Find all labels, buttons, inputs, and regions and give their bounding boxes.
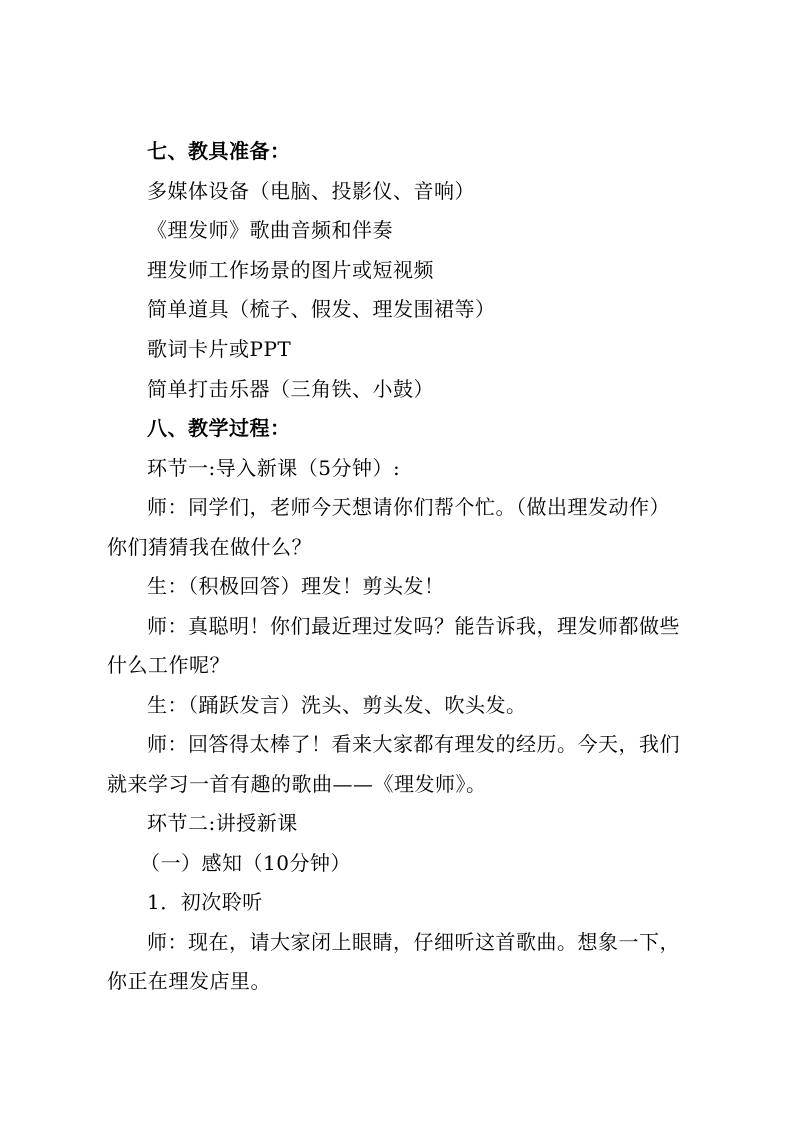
- dialogue-line: 师：同学们，老师今天想请你们帮个忙。（做出理发动作）: [147, 495, 670, 519]
- dialogue-line: 生：（积极回答）理发！剪头发！: [147, 574, 445, 598]
- section-heading-teaching-aids: 七、教具准备：: [147, 139, 291, 163]
- list-item: 理发师工作场景的图片或短视频: [147, 258, 434, 282]
- subsection-title: （一）感知（10分钟）: [140, 851, 351, 875]
- step-title: 环节二:讲授新课: [147, 811, 298, 835]
- list-item: 多媒体设备（电脑、投影仪、音响）: [147, 179, 475, 203]
- list-item: 简单道具（梳子、假发、理发围裙等）: [147, 297, 496, 321]
- dialogue-line: 师：回答得太棒了！看来大家都有理发的经历。今天，我们: [147, 732, 680, 756]
- section-heading-teaching-process: 八、教学过程：: [147, 416, 291, 440]
- dialogue-line-continued: 你们猜猜我在做什么？: [107, 535, 312, 559]
- numbered-item: 1．初次聆听: [147, 890, 263, 914]
- step-title: 环节一:导入新课（5分钟）:: [147, 456, 401, 480]
- dialogue-line-continued: 就来学习一首有趣的歌曲——《理发师》。: [107, 772, 487, 796]
- dialogue-line-continued: 什么工作呢？: [107, 653, 230, 677]
- dialogue-line: 师：真聪明！你们最近理过发吗？能告诉我，理发师都做些: [147, 614, 680, 638]
- list-item: 《理发师》歌曲音频和伴奏: [147, 218, 393, 242]
- dialogue-line: 生：（踊跃发言）洗头、剪头发、吹头发。: [147, 693, 527, 717]
- list-item: 歌词卡片或PPT: [147, 337, 292, 361]
- list-item: 简单打击乐器（三角铁、小鼓）: [147, 377, 434, 401]
- dialogue-line-continued: 你正在理发店里。: [107, 969, 271, 993]
- dialogue-line: 师：现在，请大家闭上眼睛，仔细听这首歌曲。想象一下，: [147, 930, 680, 954]
